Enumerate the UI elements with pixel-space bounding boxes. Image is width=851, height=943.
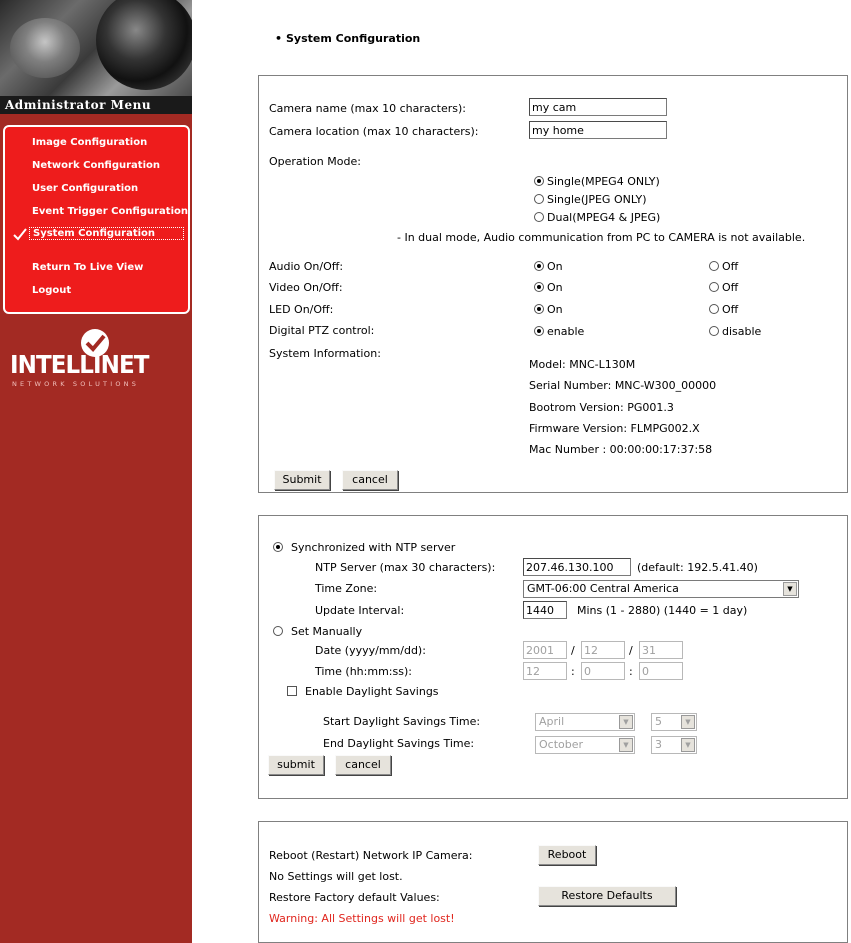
daylight-savings-label: Enable Daylight Savings xyxy=(305,685,439,698)
time-minute-input[interactable] xyxy=(581,662,625,680)
menu-item-event-trigger-configuration[interactable]: Event Trigger Configuration xyxy=(32,206,189,217)
menu-item-network-configuration[interactable]: Network Configuration xyxy=(32,160,160,171)
mode-mpeg4-radio[interactable] xyxy=(534,176,544,186)
daylight-savings-checkbox[interactable] xyxy=(287,686,297,696)
set-manually-radio[interactable] xyxy=(273,626,283,636)
reboot-button[interactable]: Reboot xyxy=(538,845,596,865)
dst-start-day-select[interactable] xyxy=(651,713,697,731)
mode-jpeg-radio[interactable] xyxy=(534,194,544,204)
menu-item-user-configuration[interactable]: User Configuration xyxy=(32,183,139,194)
restore-defaults-label: Restore Factory default Values: xyxy=(269,891,440,904)
update-interval-input[interactable] xyxy=(523,601,567,619)
time-label: Time (hh:mm:ss): xyxy=(315,665,412,678)
audio-on-label: On xyxy=(547,260,563,273)
dst-start-month-select[interactable] xyxy=(535,713,635,731)
no-settings-lost-note: No Settings will get lost. xyxy=(269,870,403,883)
video-label: Video On/Off: xyxy=(269,281,343,294)
ptz-disable-label: disable xyxy=(722,325,762,338)
dropdown-arrow-icon: ▼ xyxy=(681,715,695,729)
page-title: • System Configuration xyxy=(286,32,420,45)
timezone-label: Time Zone: xyxy=(315,582,378,595)
camera-name-input[interactable] xyxy=(529,98,667,116)
dropdown-arrow-icon: ▼ xyxy=(619,715,633,729)
led-off-radio[interactable] xyxy=(709,304,719,314)
audio-off-label: Off xyxy=(722,260,739,273)
maintenance-panel xyxy=(258,821,848,943)
video-off-radio[interactable] xyxy=(709,282,719,292)
intellinet-logo xyxy=(10,328,182,390)
dst-end-label: End Daylight Savings Time: xyxy=(323,737,475,750)
date-separator: / xyxy=(571,644,575,657)
audio-on-radio[interactable] xyxy=(534,261,544,271)
mode-dual-label: Dual(MPEG4 & JPEG) xyxy=(547,211,661,224)
restore-defaults-button[interactable]: Restore Defaults xyxy=(538,886,676,906)
date-label: Date (yyyy/mm/dd): xyxy=(315,644,426,657)
time-second-input[interactable] xyxy=(639,662,683,680)
ntp-server-label: NTP Server (max 30 characters): xyxy=(315,561,496,574)
time-settings-panel xyxy=(258,515,848,799)
date-year-input[interactable] xyxy=(523,641,567,659)
admin-menu-title: Administrator Menu xyxy=(0,96,192,114)
camera-photo xyxy=(0,0,192,96)
date-separator: / xyxy=(629,644,633,657)
camera-lens-image xyxy=(96,0,192,90)
update-interval-note: Mins (1 - 2880) (1440 = 1 day) xyxy=(577,604,748,617)
ntp-server-input[interactable] xyxy=(523,558,631,576)
sidebar xyxy=(0,0,192,943)
submit-button[interactable]: Submit xyxy=(274,470,330,490)
bootrom-version-info: Bootrom Version: PG001.3 xyxy=(529,401,674,414)
date-month-input[interactable] xyxy=(581,641,625,659)
dst-end-month-value: October xyxy=(539,738,584,751)
audio-label: Audio On/Off: xyxy=(269,260,344,273)
firmware-version-info: Firmware Version: FLMPG002.X xyxy=(529,422,700,435)
camera-location-input[interactable] xyxy=(529,121,667,139)
video-on-label: On xyxy=(547,281,563,294)
operation-mode-label: Operation Mode: xyxy=(269,155,361,168)
time-hour-input[interactable] xyxy=(523,662,567,680)
cancel-button[interactable]: cancel xyxy=(342,470,398,490)
dst-start-label: Start Daylight Savings Time: xyxy=(323,715,481,728)
video-on-radio[interactable] xyxy=(534,282,544,292)
mode-jpeg-label: Single(JPEG ONLY) xyxy=(547,193,647,206)
ntp-sync-radio[interactable] xyxy=(273,542,283,552)
dst-end-day-value: 3 xyxy=(655,738,662,751)
dst-start-day-value: 5 xyxy=(655,715,662,728)
dst-start-month-value: April xyxy=(539,715,565,728)
dropdown-arrow-icon: ▼ xyxy=(619,738,633,752)
checkmark-icon xyxy=(13,227,27,241)
serial-number-info: Serial Number: MNC-W300_00000 xyxy=(529,379,717,392)
ptz-label: Digital PTZ control: xyxy=(269,324,375,337)
dropdown-arrow-icon: ▼ xyxy=(783,582,797,596)
dropdown-arrow-icon: ▼ xyxy=(681,738,695,752)
set-manually-label: Set Manually xyxy=(291,625,363,638)
ptz-disable-radio[interactable] xyxy=(709,326,719,336)
model-info: Model: MNC-L130M xyxy=(529,358,636,371)
dst-end-day-select[interactable] xyxy=(651,736,697,754)
mode-mpeg4-label: Single(MPEG4 ONLY) xyxy=(547,175,660,188)
ptz-enable-radio[interactable] xyxy=(534,326,544,336)
time-submit-button[interactable]: submit xyxy=(268,755,324,775)
admin-menu xyxy=(3,125,190,314)
ptz-enable-label: enable xyxy=(547,325,585,338)
audio-off-radio[interactable] xyxy=(709,261,719,271)
logo-wordmark: INTELLINET xyxy=(10,350,149,379)
reboot-label: Reboot (Restart) Network IP Camera: xyxy=(269,849,473,862)
settings-lost-warning: Warning: All Settings will get lost! xyxy=(269,912,455,925)
led-on-radio[interactable] xyxy=(534,304,544,314)
video-off-label: Off xyxy=(722,281,739,294)
logo-tagline: NETWORK SOLUTIONS xyxy=(12,380,140,388)
menu-item-image-configuration[interactable]: Image Configuration xyxy=(32,137,148,148)
time-cancel-button[interactable]: cancel xyxy=(335,755,391,775)
led-on-label: On xyxy=(547,303,563,316)
ntp-default-note: (default: 192.5.41.40) xyxy=(637,561,758,574)
system-info-label: System Information: xyxy=(269,347,381,360)
menu-item-return-to-live-view[interactable]: Return To Live View xyxy=(32,262,144,273)
camera-location-label: Camera location (max 10 characters): xyxy=(269,125,479,138)
mode-dual-radio[interactable] xyxy=(534,212,544,222)
date-day-input[interactable] xyxy=(639,641,683,659)
ntp-sync-label: Synchronized with NTP server xyxy=(291,541,456,554)
camera-name-label: Camera name (max 10 characters): xyxy=(269,102,467,115)
mac-number-info: Mac Number : 00:00:00:17:37:58 xyxy=(529,443,713,456)
camera-body-image xyxy=(10,18,80,78)
timezone-select[interactable] xyxy=(523,580,799,598)
time-separator: : xyxy=(571,665,575,678)
menu-item-logout[interactable]: Logout xyxy=(32,285,72,296)
dual-mode-note: - In dual mode, Audio communication from PC to CAMERA is not available. xyxy=(397,231,806,244)
update-interval-label: Update Interval: xyxy=(315,604,405,617)
camera-settings-panel xyxy=(258,75,848,493)
timezone-value: GMT-06:00 Central America xyxy=(527,582,679,595)
dst-end-month-select[interactable] xyxy=(535,736,635,754)
led-label: LED On/Off: xyxy=(269,303,334,316)
menu-item-system-configuration[interactable]: System Configuration xyxy=(29,227,184,240)
time-separator: : xyxy=(629,665,633,678)
led-off-label: Off xyxy=(722,303,739,316)
